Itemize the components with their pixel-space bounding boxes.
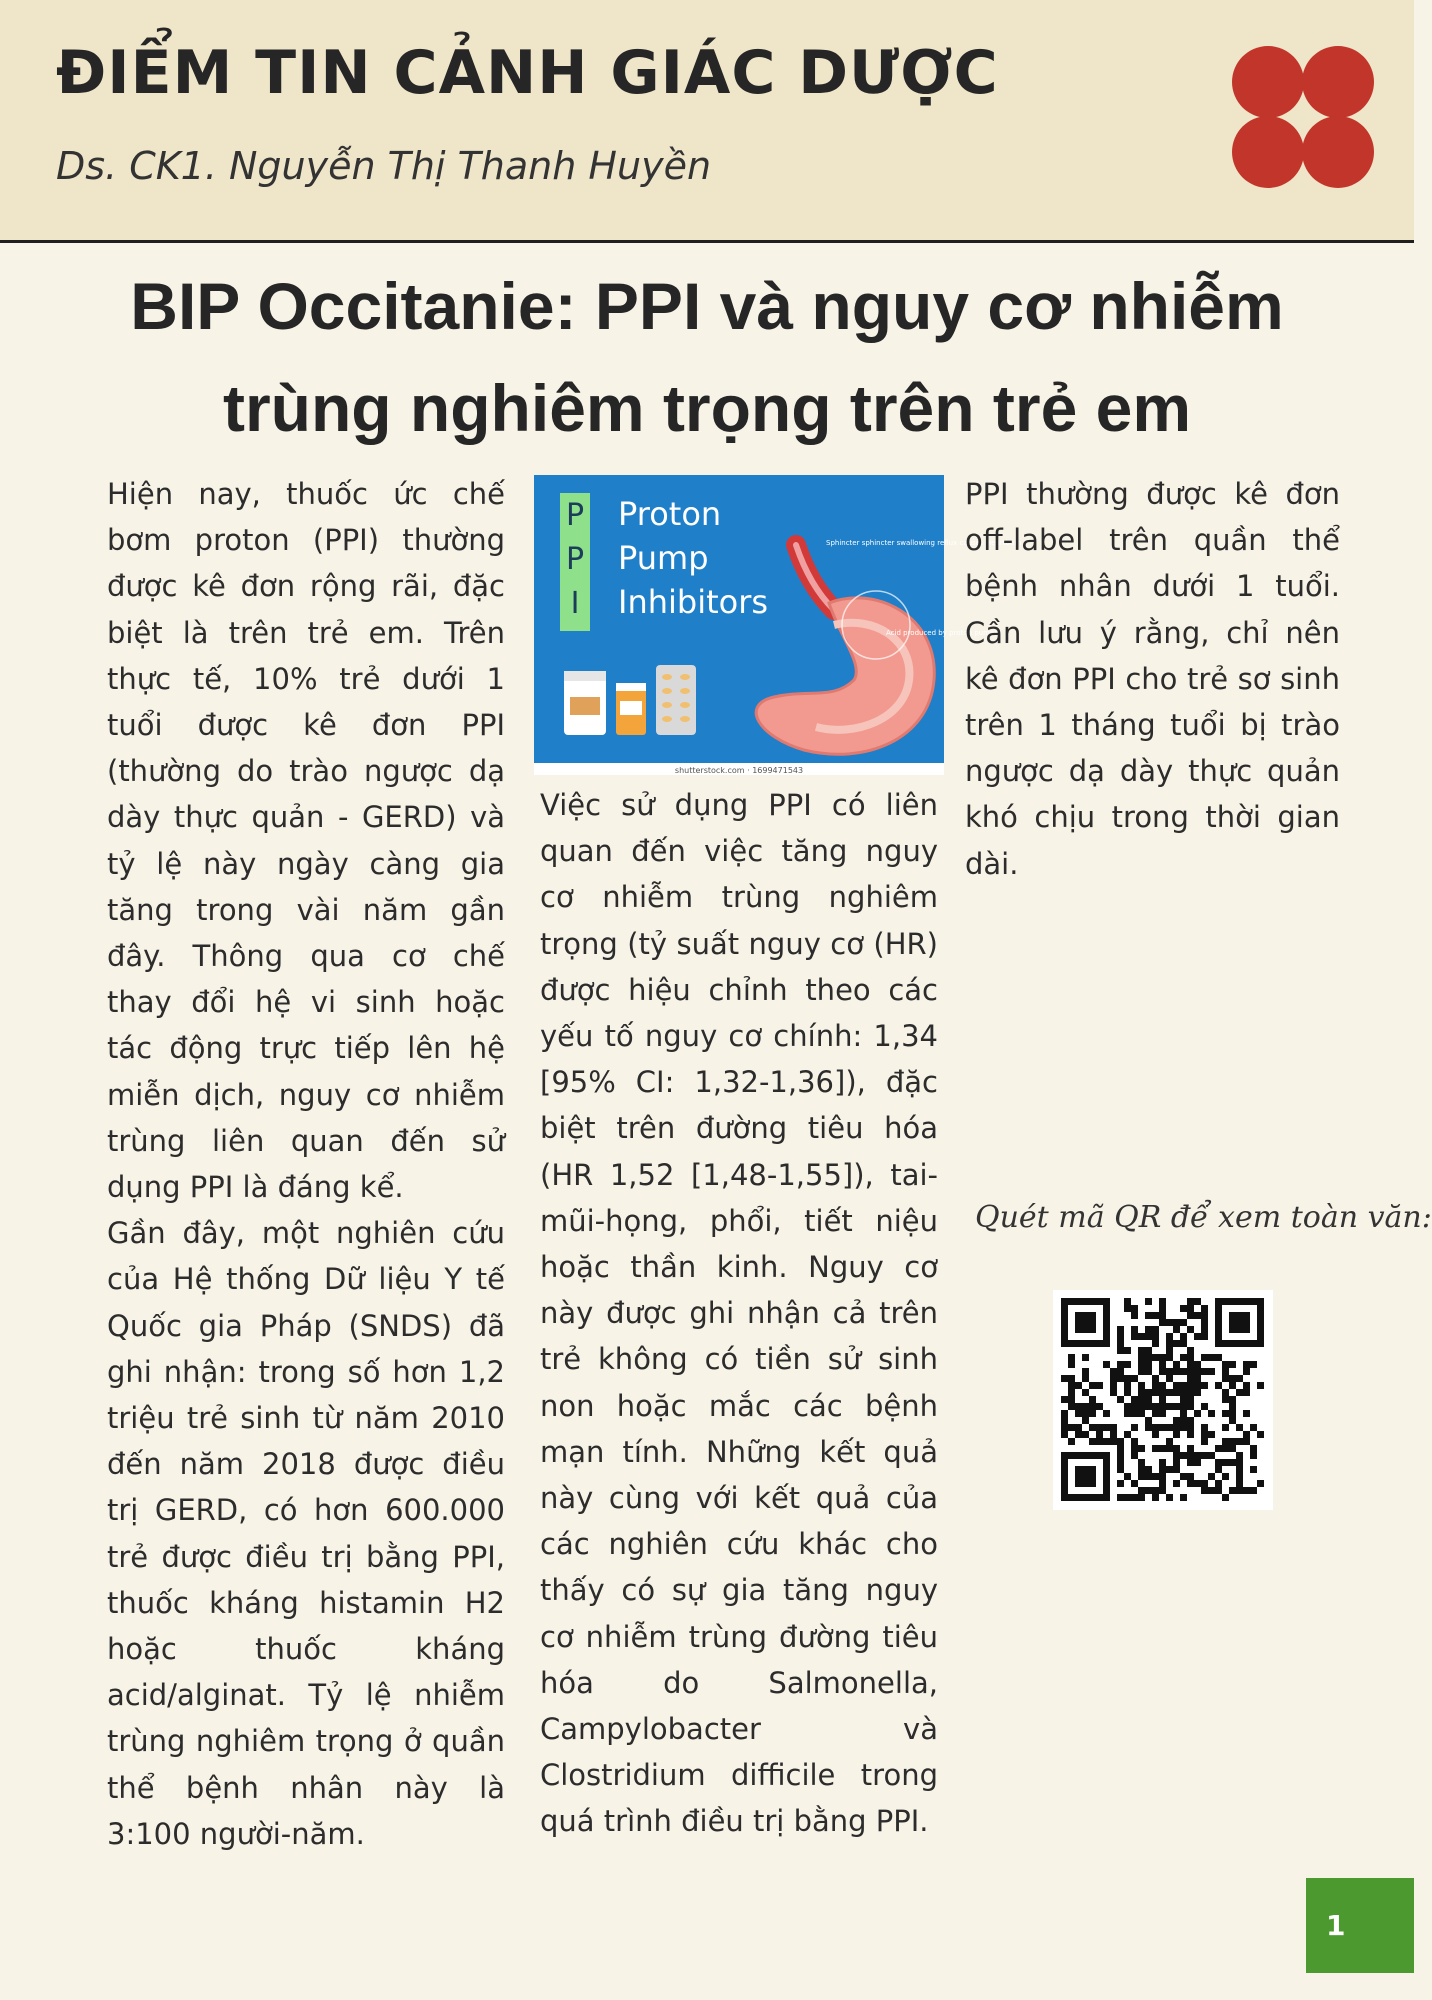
headline-line-2: trùng nghiêm trọng trên trẻ em (222, 371, 1192, 445)
figure-letter: P (565, 542, 585, 577)
figure-label-sphincter: Sphincter sphincter swallowing reflux causes Heartburn (826, 539, 1022, 547)
author-name: Ds. CK1. Nguyễn Thị Thanh Huyền (56, 144, 712, 188)
article-column-2 (540, 782, 938, 1845)
paragraph: Gần đây, một nghiên cứu của Hệ thống Dữ liệu Y tế Quốc gia Pháp (SNDS) đã ghi nhận: trong số hơn 1,2 triệu trẻ sinh từ năm 2010 đến năm 2018 được điều trị GERD, có hơn 600.000 trẻ được điều trị bằng PPI, thuốc kháng histamin H2 hoặc thuốc kháng acid/alginat. Tỷ lệ nhiễm trùng nghiêm trọng ở quần thể bệnh nhân này là 3:100 người-năm. (107, 1216, 505, 1851)
headline-line-1: BIP Occitanie: PPI và nguy cơ nhiễm (130, 269, 1284, 343)
article-column-1 (107, 471, 505, 1857)
paragraph: Việc sử dụng PPI có liên quan đến việc tăng nguy cơ nhiễm trùng nghiêm trọng (tỷ suất nguy cơ (HR) được hiệu chỉnh theo các yếu tố nguy cơ chính: 1,34 [95% CI: 1,32-1,36]), đặc biệt trên đường tiêu hóa (HR 1,52 [1,48-1,55]), tai-mũi-họng, phổi, tiết niệu hoặc thần kinh. Nguy cơ này được ghi nhận cả trên trẻ không có tiền sử sinh non hoặc mắc các bệnh mạn tính. Những kết quả này cùng với kết quả của các nghiên cứu khác cho thấy có sự gia tăng nguy cơ nhiễm trùng đường tiêu hóa do Salmonella, Campylobacter và Clostridium difficile trong quá trình điều trị bằng PPI. (540, 788, 938, 1839)
figure-word: Inhibitors (618, 583, 769, 621)
figure-word: Proton (618, 495, 722, 533)
four-dots-logo-icon (1232, 46, 1378, 192)
article-headline (40, 255, 1374, 459)
page-number-badge: 1 (1306, 1878, 1414, 1973)
article-column-3 (965, 471, 1340, 887)
figure-word: Pump (618, 539, 709, 577)
figure-letter: I (570, 586, 580, 621)
paragraph: Hiện nay, thuốc ức chế bơm proton (PPI) thường được kê đơn rộng rãi, đặc biệt là trên trẻ em. Trên thực tế, 10% trẻ dưới 1 tuổi được kê đơn PPI (thường do trào ngược dạ dày thực quản - GERD) và tỷ lệ này ngày càng gia tăng trong vài năm gần đây. Thông qua cơ chế thay đổi hệ vi sinh hoặc tác động trực tiếp lên hệ miễn dịch, nguy cơ nhiễm trùng liên quan đến sử dụng PPI là đáng kể. (107, 477, 505, 1205)
figure-letter: P (565, 498, 585, 533)
stomach-illustration-icon (534, 475, 1022, 775)
qr-caption: Quét mã QR để xem toàn văn: (975, 1200, 1432, 1235)
newsletter-title: ĐIỂM TIN CẢNH GIÁC DƯỢC (56, 38, 999, 108)
paragraph: PPI thường được kê đơn off-label trên quần thể bệnh nhân dưới 1 tuổi. Cần lưu ý rằng, chỉ nên kê đơn PPI cho trẻ sơ sinh trên 1 tháng tuổi bị trào ngược dạ dày thực quản khó chịu trong thời gian dài. (965, 477, 1340, 881)
ppi-illustration (534, 475, 1022, 775)
qr-code[interactable] (1053, 1290, 1273, 1510)
qr-code-icon (1053, 1290, 1273, 1510)
figure-label-acid: Acid produced by proton pumps (886, 629, 999, 637)
figure-watermark: shutterstock.com · 1699471543 (674, 766, 804, 775)
header-banner (0, 0, 1414, 243)
